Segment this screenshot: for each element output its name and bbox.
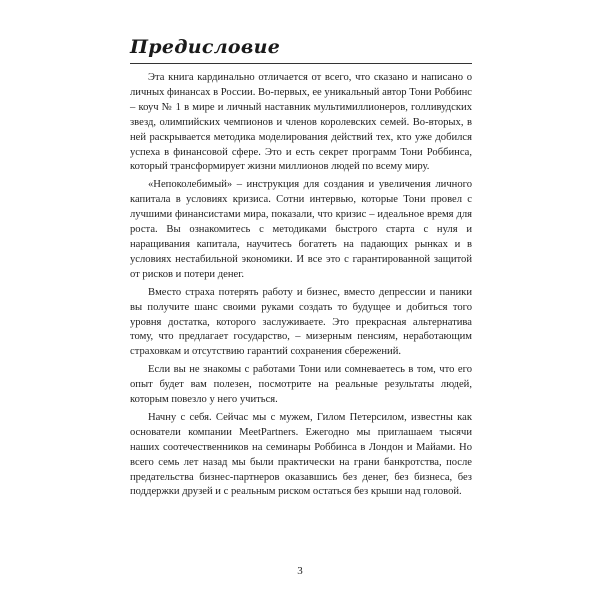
page-title: Предисловие — [130, 36, 281, 58]
title-underline — [130, 63, 472, 64]
paragraph: Эта книга кардинально отличается от всего, что сказано и написано о личных финансах в России. Во-первых, ее уникальный автор Тони Роббинс – коуч № 1 в мире и личный наставник мультимиллионеров, голливудских звезд, олимпийских чемпионов и членов королевских семей. Во-вторых, в ней раскрывается методика моделирования действий тех, кто уже добился успеха в финансовой сфере. Это и есть секрет программ Тони Роббинса, который трансформирует жизни миллионов людей по всему миру. — [130, 72, 472, 173]
paragraph: Начну с себя. Сейчас мы с мужем, Гилом Петерсилом, известны как основатели компании MeetPartners. Ежегодно мы приглашаем тысячи наших соотечественников на семинары Роббинса в Лондон и Майами. Но всего семь лет назад мы были практически на грани банкротства, после предательства бизнес-партнеров оказавшись без денег, без бизнеса, без поддержки друзей и с реальным риском остаться без крыши над головой. — [130, 411, 472, 498]
body-text — [130, 71, 472, 503]
page-number: 3 — [297, 565, 303, 577]
paragraph: «Непоколебимый» – инструкция для создания и увеличения личного капитала в условиях кризиса. Сотни интервью, которые Тони провел с лучшими финансистами мира, показали, что кризис – идеальное время для роста. Вы ознакомитесь с методиками быстрого старта с нуля и наращивания капитала, научитесь богатеть на падающих рынках и в условиях нестабильной экономики. И все это с гарантированной защитой от рисков и потери денег. — [130, 179, 472, 280]
paragraph: Если вы не знакомы с работами Тони или сомневаетесь в том, что его опыт будет вам полезен, посмотрите на реальные результаты людей, которым повезло у него учиться. — [130, 364, 472, 406]
paragraph: Вместо страха потерять работу и бизнес, вместо депрессии и паники вы получите шанс своими руками создать то будущее и добиться того уровня достатка, которого заслуживаете. Это прекрасная альтернатива тому, что предлагает государство, – мизерным пенсиям, неработающим страховкам и отсутствию гарантий сохранения сбережений. — [130, 286, 472, 358]
